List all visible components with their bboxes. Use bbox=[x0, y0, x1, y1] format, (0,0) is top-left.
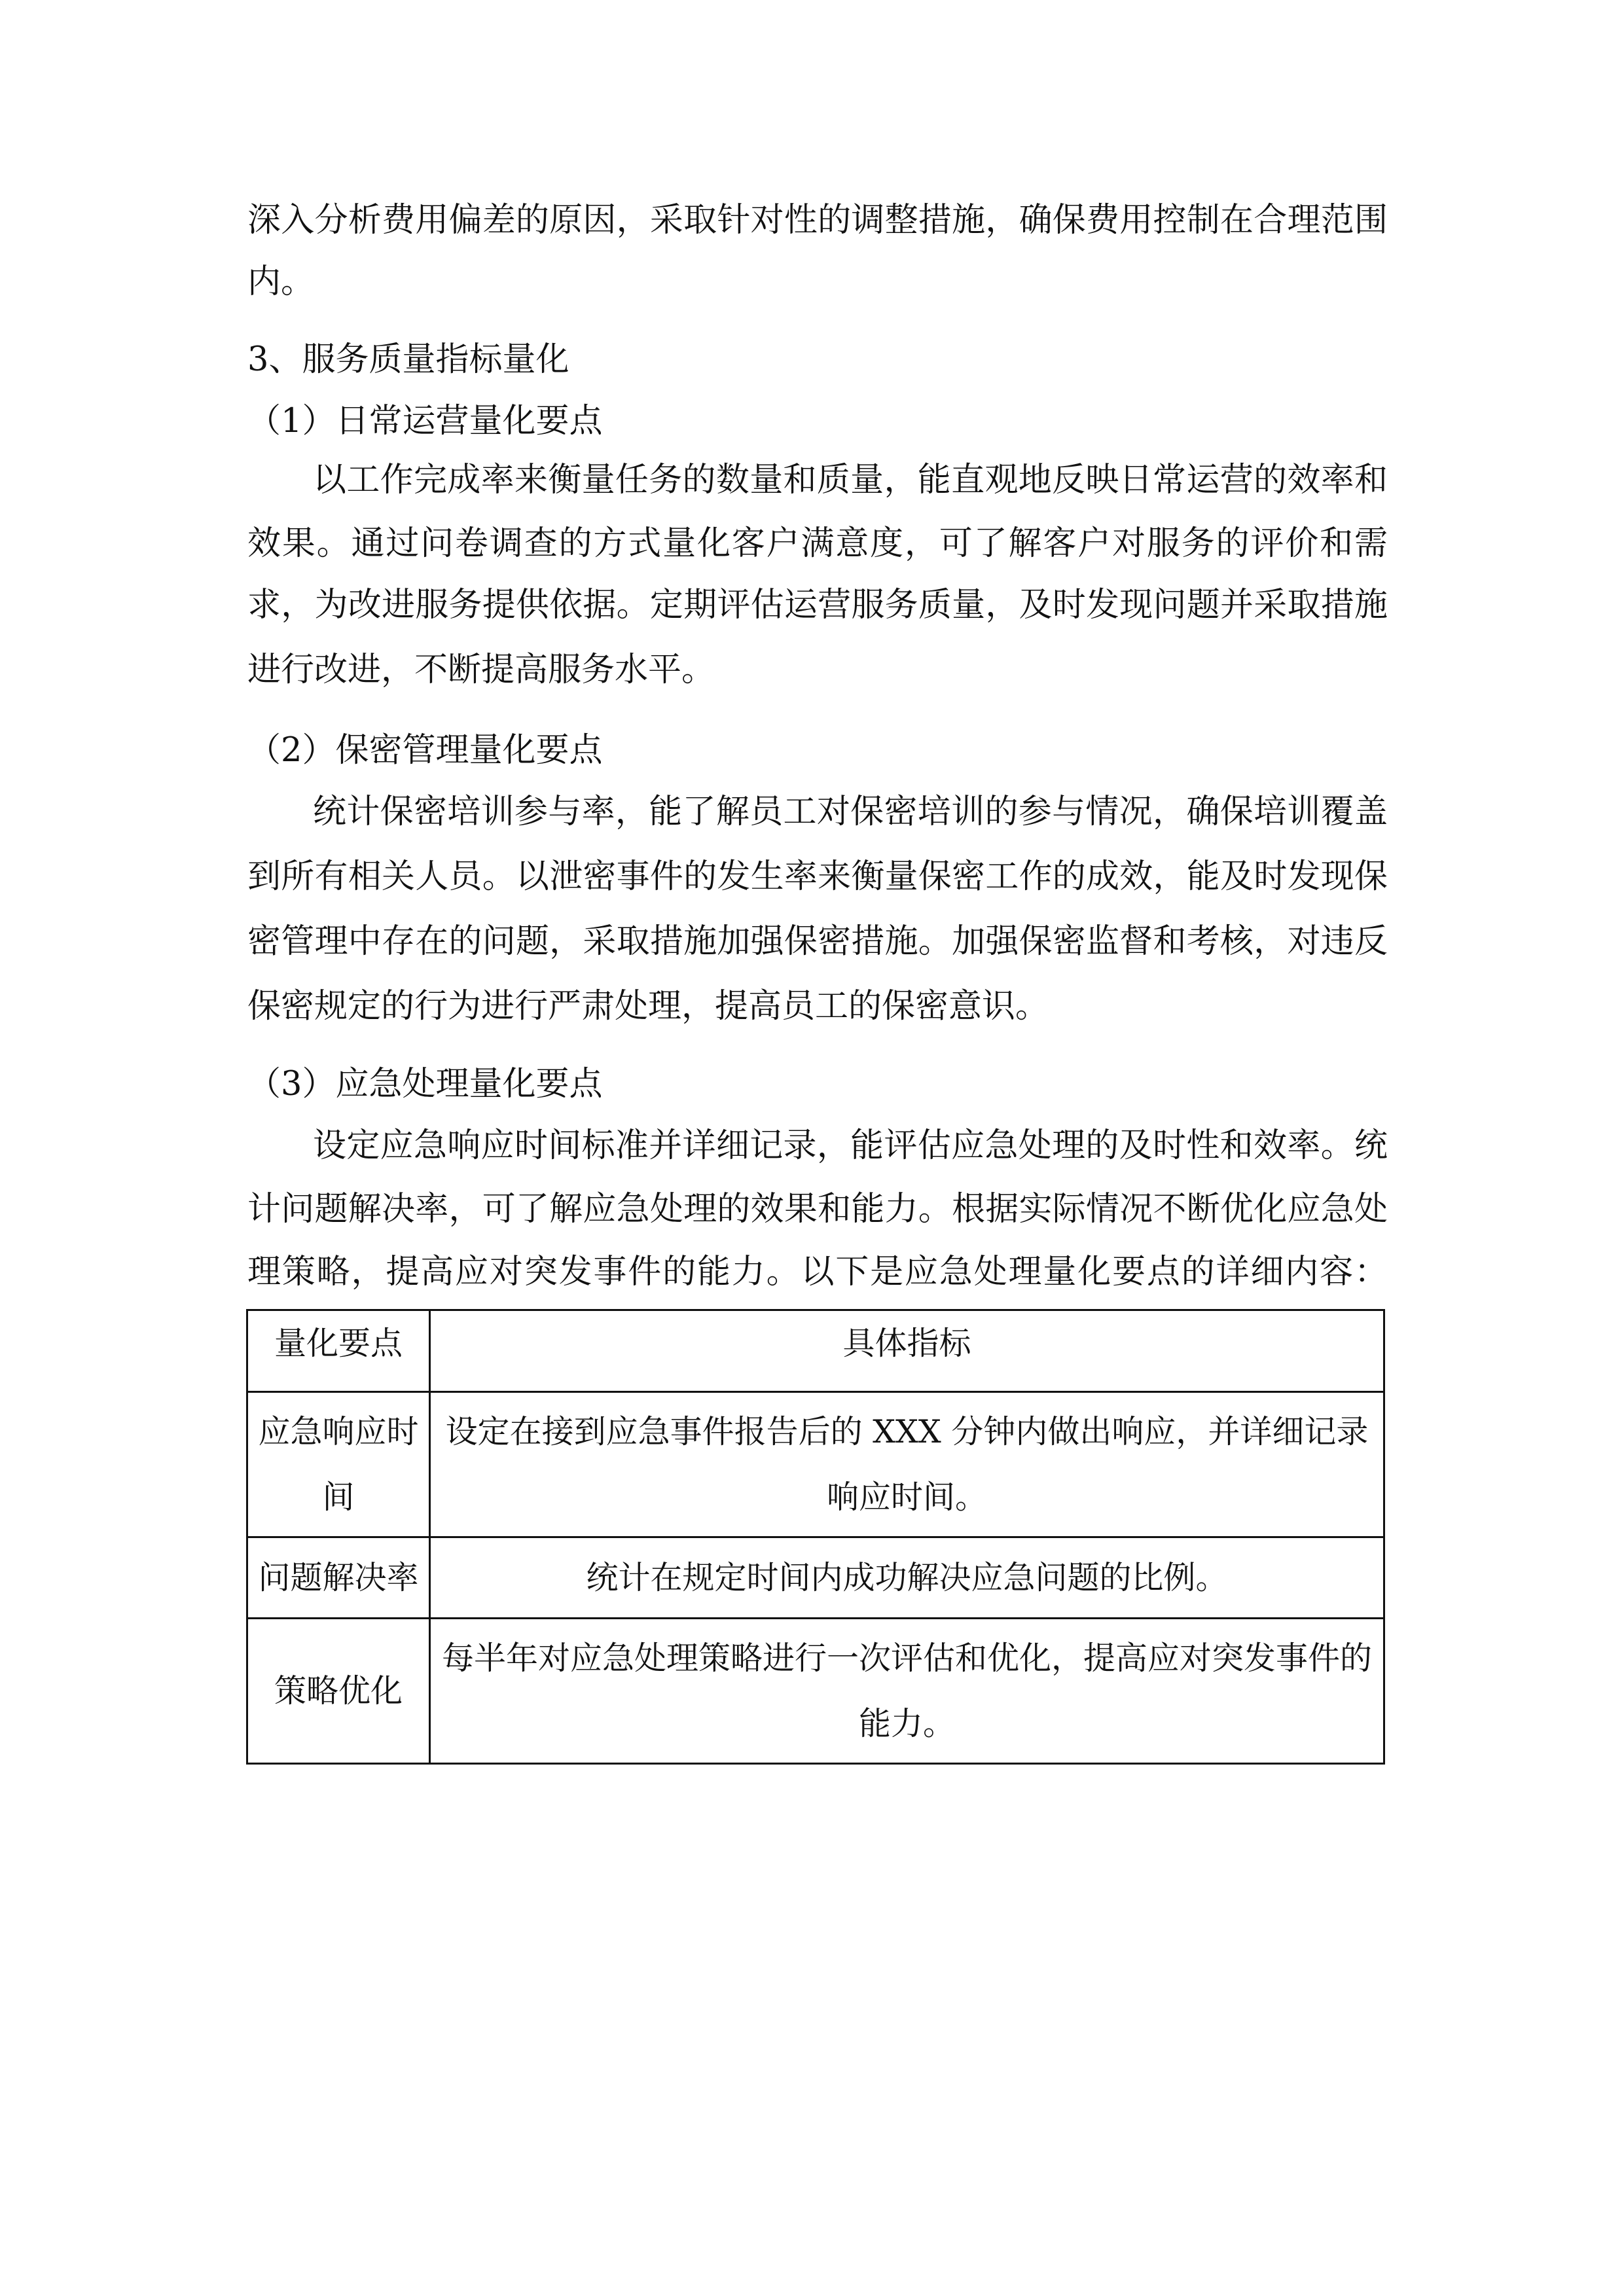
paragraph-line: 理策略，提高应对突发事件的能力。以下是应急处理量化要点的详细内容： bbox=[247, 1253, 1388, 1291]
table-header-row bbox=[247, 1310, 1384, 1392]
paragraph-line: 效果。通过问卷调查的方式量化客户满意度，可了解客户对服务的评价和需 bbox=[247, 524, 1388, 563]
table-row bbox=[247, 1392, 1384, 1537]
table-cell: 设定在接到应急事件报告后的 XXX 分钟内做出响应，并详细记录响应时间。 bbox=[430, 1392, 1384, 1537]
header-cell: 量化要点 bbox=[247, 1310, 430, 1392]
subsection-heading: （1）日常运营量化要点 bbox=[247, 402, 603, 440]
table-cell: 策略优化 bbox=[247, 1619, 430, 1764]
emergency-metrics-table bbox=[246, 1309, 1385, 1765]
paragraph-line: 密管理中存在的问题，采取措施加强保密措施。加强保密监督和考核，对违反 bbox=[247, 922, 1388, 961]
table-cell: 应急响应时间 bbox=[247, 1392, 430, 1537]
paragraph-line: 进行改进，不断提高服务水平。 bbox=[247, 651, 715, 689]
header-cell: 具体指标 bbox=[430, 1310, 1384, 1392]
table-cell: 统计在规定时间内成功解决应急问题的比例。 bbox=[430, 1537, 1384, 1619]
paragraph-line: 设定应急响应时间标准并详细记录，能评估应急处理的及时性和效率。统 bbox=[313, 1126, 1388, 1165]
paragraph-line: 统计保密培训参与率，能了解员工对保密培训的参与情况，确保培训覆盖 bbox=[313, 793, 1388, 831]
table-cell: 问题解决率 bbox=[247, 1537, 430, 1619]
table-cell: 每半年对应急处理策略进行一次评估和优化，提高应对突发事件的能力。 bbox=[430, 1619, 1384, 1764]
subsection-heading: （3）应急处理量化要点 bbox=[247, 1065, 603, 1103]
paragraph-line: 以工作完成率来衡量任务的数量和质量，能直观地反映日常运营的效率和 bbox=[313, 461, 1388, 499]
paragraph-line: 深入分析费用偏差的原因，采取针对性的调整措施，确保费用控制在合理范围 bbox=[247, 201, 1388, 240]
table-row bbox=[247, 1537, 1384, 1619]
paragraph-line: 内。 bbox=[247, 262, 315, 301]
table-row bbox=[247, 1619, 1384, 1764]
paragraph-line: 保密规定的行为进行严肃处理，提高员工的保密意识。 bbox=[247, 987, 1049, 1026]
paragraph-line: 到所有相关人员。以泄密事件的发生率来衡量保密工作的成效，能及时发现保 bbox=[247, 857, 1388, 896]
section-heading: 3、服务质量指标量化 bbox=[247, 340, 569, 379]
paragraph-line: 计问题解决率，可了解应急处理的效果和能力。根据实际情况不断优化应急处 bbox=[247, 1190, 1388, 1229]
paragraph-line: 求，为改进服务提供依据。定期评估运营服务质量，及时发现问题并采取措施 bbox=[247, 586, 1388, 624]
subsection-heading: （2）保密管理量化要点 bbox=[247, 731, 603, 770]
